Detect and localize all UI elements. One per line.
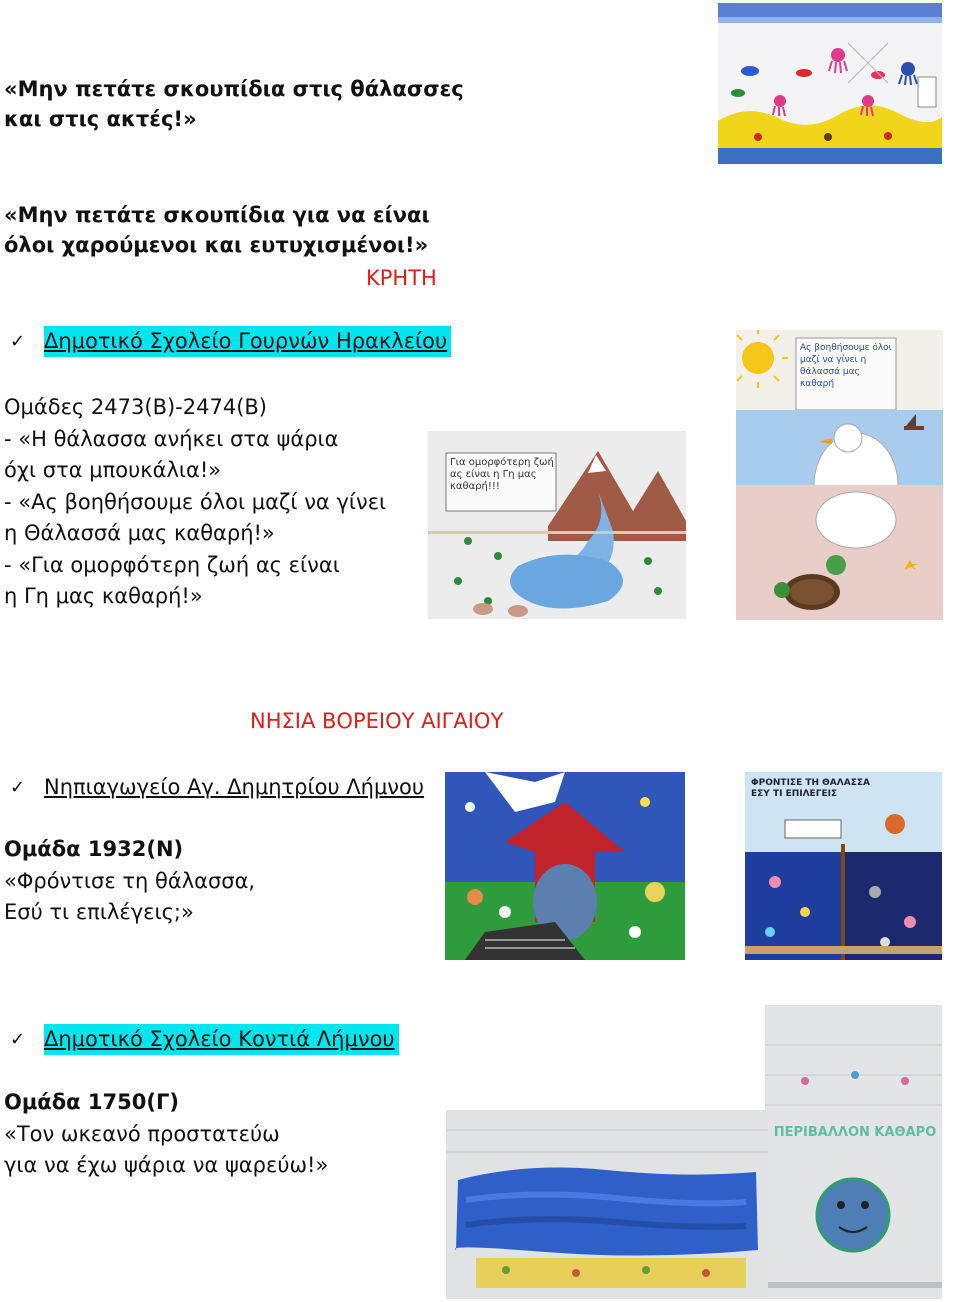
children-drawing-collage-island	[445, 772, 685, 960]
slogan-line: η Θάλασσά μας καθαρή!»	[4, 521, 275, 545]
team-label: Ομάδες 2473(Β)-2474(Β)	[4, 395, 267, 419]
school-name-text: Νηπιαγωγείο Αγ. Δημητρίου Λήμνου	[44, 775, 425, 799]
intro-line-4: όλοι χαρούμενοι και ευτυχισμένοι!»	[4, 233, 429, 257]
poster-text: ΦΡΟΝΤΙΣΕ ΤΗ ΘΑΛΑΣΣΑ ΕΣΥ ΤΙ ΕΠΙΛΕΓΕΙΣ	[751, 778, 870, 799]
slogan-line: - «Για ομορφότερη ζωή ας είναι	[4, 553, 340, 577]
team-label: Ομάδα 1932(Ν)	[4, 837, 184, 861]
poster-text: Ας βοηθήσουμε όλοι μαζί να γίνει η θάλασσά μας καθαρή	[800, 343, 892, 389]
intro-line-2: και στις ακτές!»	[4, 107, 197, 131]
children-drawing-ocean	[446, 1110, 768, 1299]
check-icon: ✓	[10, 1029, 26, 1050]
check-icon: ✓	[10, 331, 26, 352]
slogan-line: - «Ας βοηθήσουμε όλοι μαζί να γίνει	[4, 490, 387, 514]
children-drawing-bird-turtle	[736, 330, 943, 620]
team-label: Ομάδα 1750(Γ)	[4, 1090, 179, 1114]
poster-text: ΠΕΡΙΒΑΛΛΟΝ ΚΑΘΑΡΟ	[773, 1125, 937, 1140]
school-name	[44, 1024, 399, 1055]
children-drawing-clean-environment	[765, 1005, 942, 1299]
slogan-line: Εσύ τι επιλέγεις;»	[4, 900, 194, 924]
slogan-line: όχι στα μπουκάλια!»	[4, 458, 222, 482]
region-heading-north-aegean: ΝΗΣΙΑ ΒΟΡΕΙΟΥ ΑΙΓΑΙΟΥ	[250, 709, 504, 733]
slogan-line: για να έχω ψάρια να ψαρεύω!»	[4, 1153, 329, 1177]
intro-line-1: «Μην πετάτε σκουπίδια στις θάλασσες	[4, 77, 464, 101]
school-name-text: Δημοτικό Σχολείο Κοντιά Λήμνου	[44, 1027, 395, 1051]
school-name	[44, 772, 424, 803]
check-icon: ✓	[10, 777, 26, 798]
slogan-line: «Τον ωκεανό προστατεύω	[4, 1122, 280, 1146]
school-name-text: Δημοτικό Σχολείο Γουρνών Ηρακλείου	[44, 329, 448, 353]
intro-line-3: «Μην πετάτε σκουπίδια για να είναι	[4, 203, 430, 227]
school-name	[44, 326, 451, 357]
slogan-line: «Φρόντισε τη θάλασσα,	[4, 869, 256, 893]
slogan-line: - «Η θάλασσα ανήκει στα ψάρια	[4, 427, 339, 451]
region-heading-crete: ΚΡΗΤΗ	[366, 266, 437, 290]
children-drawing-sea-life	[718, 3, 942, 164]
poster-text: Για ομορφότερη ζωή ας είναι η Γη μας καθαρή!!!	[450, 457, 554, 492]
children-drawing-care-for-sea	[745, 772, 942, 960]
slogan-line: η Γη μας καθαρή!»	[4, 584, 203, 608]
children-drawing-mountains-lake	[428, 431, 686, 619]
